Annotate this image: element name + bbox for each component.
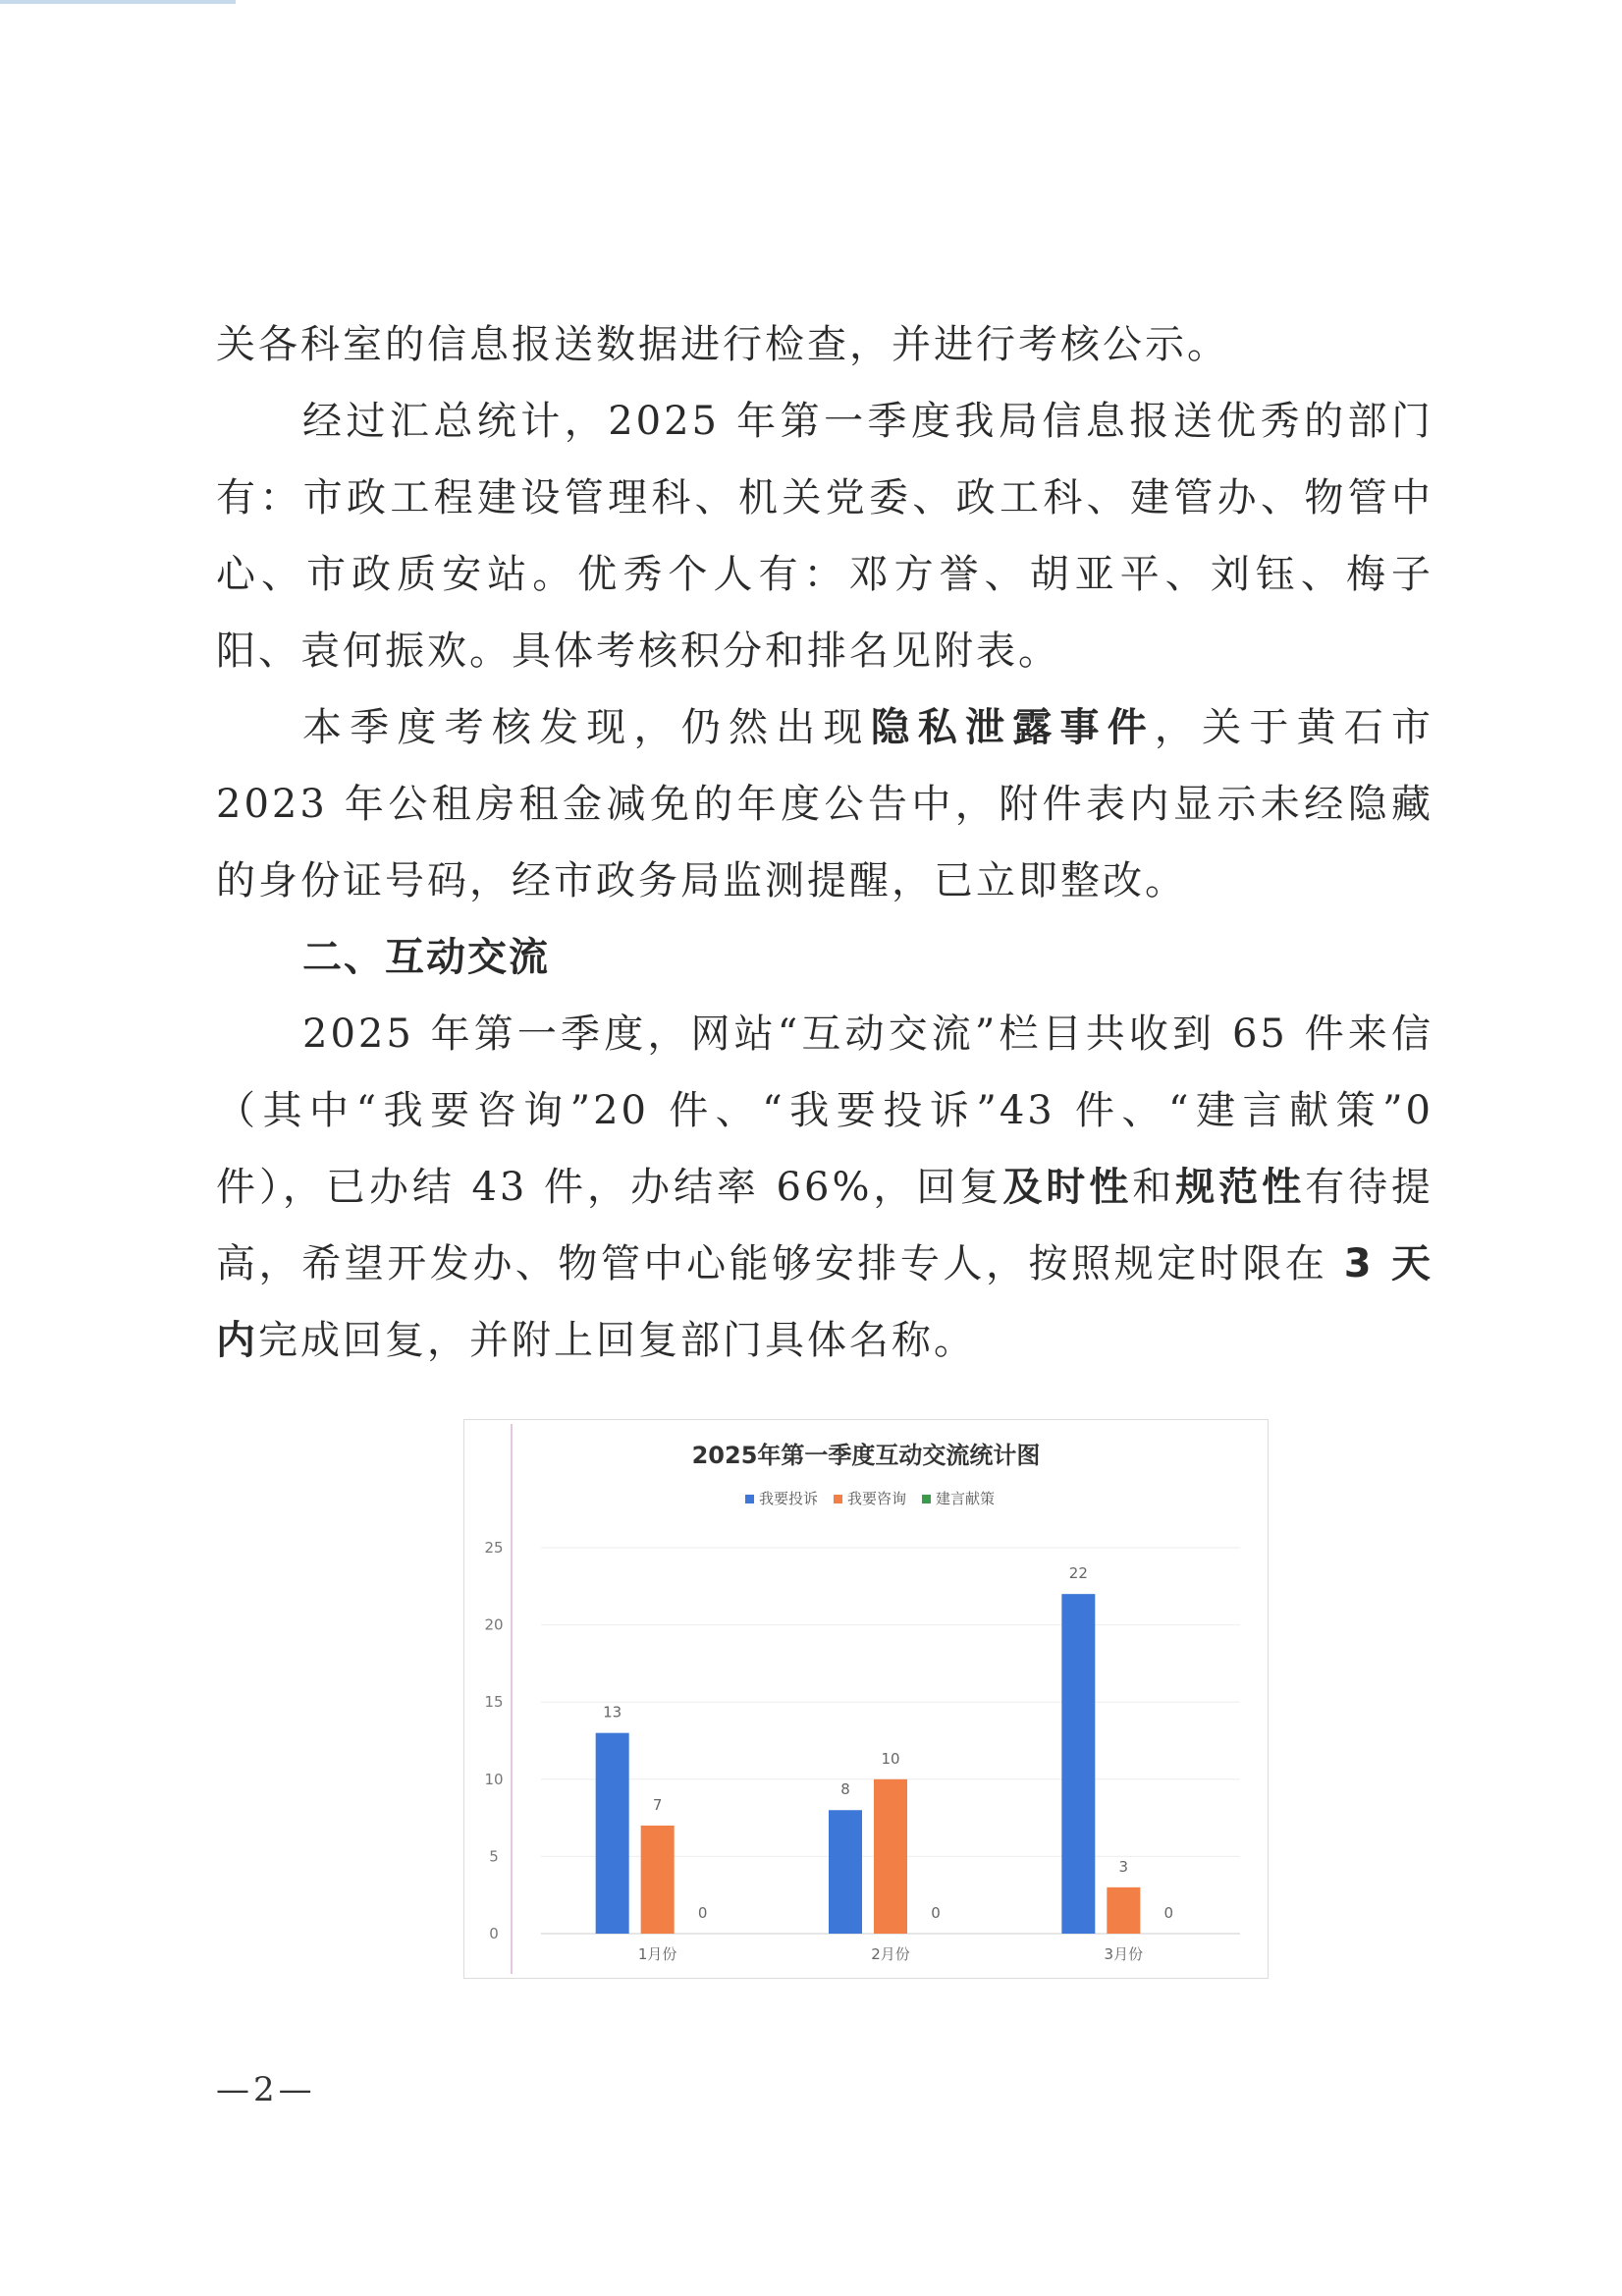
paragraph-continuation: [216, 306, 1433, 383]
bar-data-label: 8: [840, 1780, 850, 1799]
paragraph-interaction: [216, 996, 1433, 1379]
bar-data-label: 13: [603, 1703, 622, 1722]
emphasis-text: 隐私泄露事件: [870, 705, 1155, 750]
section-heading: 二、互动交流: [302, 935, 550, 980]
y-tick-label: 25: [484, 1539, 504, 1557]
bar-1-0: [829, 1810, 862, 1934]
emphasis-text: 及时性: [1002, 1165, 1133, 1210]
legend-swatch: [745, 1495, 754, 1503]
bar-data-label: 7: [652, 1795, 663, 1814]
x-tick-label: 3月份: [1104, 1945, 1144, 1963]
chart-bars: [596, 1564, 1173, 1963]
x-tick-label: 1月份: [637, 1945, 677, 1963]
bar-data-label: 0: [1163, 1904, 1174, 1922]
scan-edge-mark: [0, 0, 236, 4]
body-text-run: 2025 年第一季度，网站“互动交流”栏目共收到 65 件来信（其中“我要咨询”20 件、“我要投诉”43 件、“建言献策”0 件），已办结 43 件，办结率 66%，回复: [216, 1011, 1433, 1210]
body-text-run: 关各科室的信息报送数据进行检查，并进行考核公示。: [216, 322, 1229, 367]
bar-2-0: [1061, 1594, 1095, 1934]
chart-title: 2025年第一季度互动交流统计图: [691, 1442, 1041, 1469]
body-text-run: 完成回复，并附上回复部门具体名称。: [258, 1318, 976, 1363]
body-text-run: 和: [1132, 1165, 1176, 1210]
document-body: [216, 306, 1433, 1379]
body-text-run: ，关于黄石市 2023 年公租房租金减免的年度公告中，附件表内显示未经隐藏的身份证号码，经市政务局监测提醒，已立即整改。: [216, 705, 1434, 903]
body-text-run: 本季度考核发现，仍然出现: [302, 705, 871, 750]
y-tick-label: 0: [489, 1925, 499, 1942]
legend-swatch: [922, 1495, 931, 1503]
bar-data-label: 10: [881, 1749, 900, 1768]
y-tick-label: 15: [484, 1693, 504, 1712]
legend-label: 建言献策: [936, 1490, 996, 1507]
page-number: —2—: [216, 2070, 316, 2109]
x-tick-label: 2月份: [871, 1945, 910, 1963]
y-tick-label: 10: [484, 1770, 504, 1788]
chart-legend: [745, 1490, 995, 1507]
y-tick-label: 20: [484, 1615, 504, 1634]
bar-data-label: 0: [931, 1904, 941, 1922]
bar-0-0: [596, 1733, 629, 1934]
legend-label: 我要咨询: [847, 1490, 907, 1507]
emphasis-text: 规范性: [1175, 1165, 1306, 1210]
legend-swatch: [834, 1495, 842, 1503]
paragraph-privacy: [216, 689, 1433, 919]
body-text-run: 有待提高，希望开发办、物管中心能够安排专人，按照规定时限在: [216, 1165, 1434, 1286]
bar-chart: [464, 1420, 1268, 1978]
bar-data-label: 0: [697, 1904, 708, 1922]
bar-2-1: [1107, 1887, 1140, 1934]
bar-1-1: [874, 1779, 907, 1934]
y-tick-label: 5: [489, 1847, 499, 1866]
emphasis-text: 3 天内: [216, 1241, 1433, 1363]
bar-data-label: 3: [1118, 1857, 1129, 1876]
bar-0-1: [641, 1826, 675, 1934]
bar-data-label: 22: [1068, 1564, 1088, 1583]
paragraph-summary: [216, 383, 1433, 689]
chart-container: [463, 1419, 1269, 1979]
body-text-run: 经过汇总统计，2025 年第一季度我局信息报送优秀的部门有：市政工程建设管理科、机关党委、政工科、建管办、物管中心、市政质安站。优秀个人有：邓方誉、胡亚平、刘钰、梅子阳、袁何振欢。具体考核积分和排名见附表。: [216, 399, 1433, 674]
legend-label: 我要投诉: [759, 1490, 819, 1507]
